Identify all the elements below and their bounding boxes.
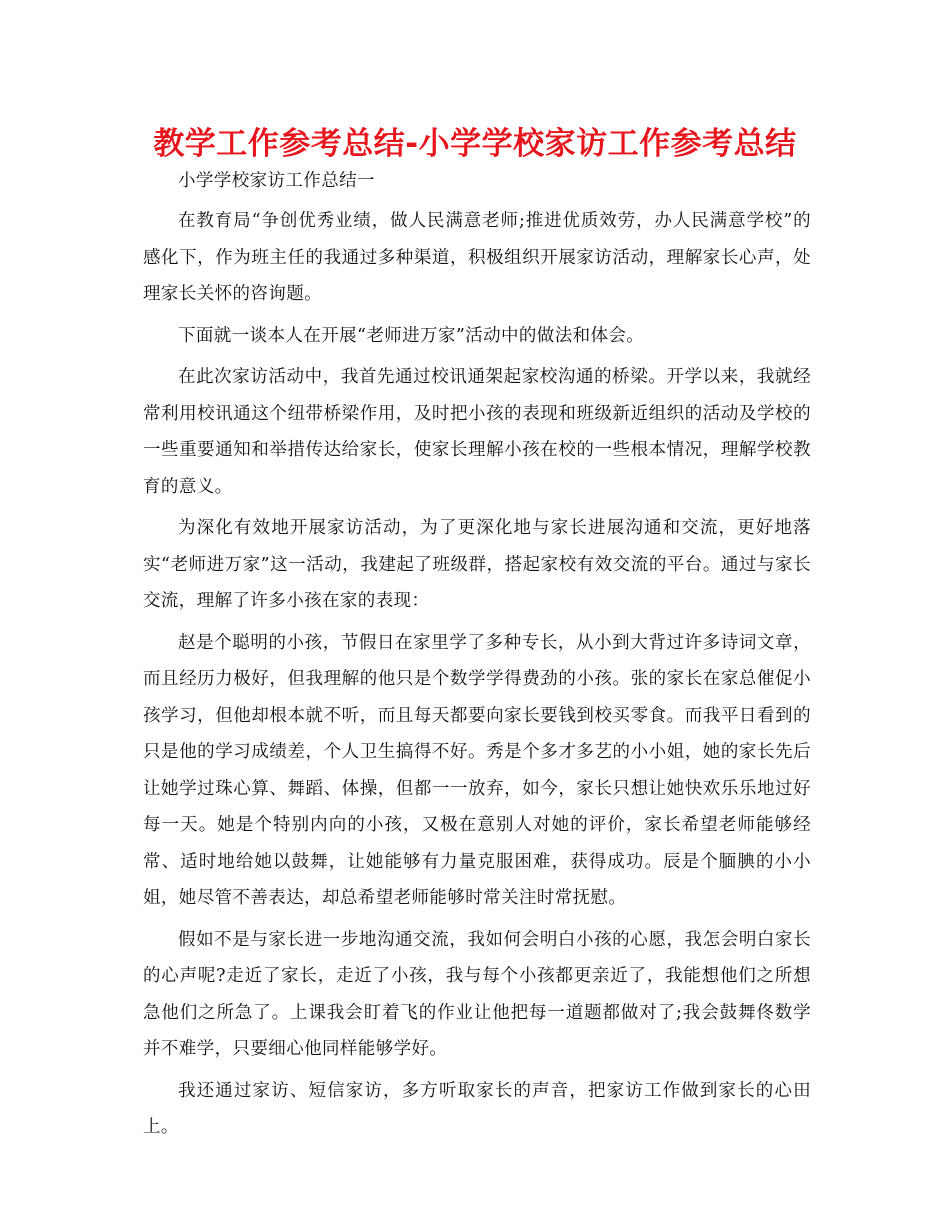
paragraph-4: 为深化有效地开展家访活动，为了更深化地与家长进展沟通和交流，更好地落实“老师进万家”这一活动，我建起了班级群，搭起家校有效交流的平台。通过与家长交流，理解了许多小孩在家的表现： [143, 518, 811, 611]
paragraph-5: 赵是个聪明的小孩，节假日在家里学了多种专长，从小到大背过许多诗词文章，而且经历力极好，但我理解的他只是个数学学得费劲的小孩。张的家长在家总催促小孩学习，但他却根本就不听，而且每天都要向家长要钱到校买零食。而我平日看到的只是他的学习成绩差，个人卫生搞得不好。秀是个多才多艺的小小姐，她的家长先后让她学过珠心算、舞蹈、体操，但都一一放弃，如今，家长只想让她快欢乐乐地过好每一天。她是个特别内向的小孩，又极在意别人对她的评价，家长希望老师能够经常、适时地给她以鼓舞，让她能够有力量克服困难，获得成功。辰是个腼腆的小小姐，她尽管不善表达，却总希望老师能够时常关注时常抚慰。 [143, 632, 811, 908]
paragraph-2: 下面就一谈本人在开展“老师进万家”活动中的做法和体会。 [178, 325, 645, 346]
paragraph-6: 假如不是与家长进一步地沟通交流，我如何会明白小孩的心愿，我怎会明白家长的心声呢?走近了家长，走近了小孩，我与每个小孩都更亲近了，我能想他们之所想急他们之所急了。上课我会盯着飞的作业让他把每一道题都做对了;我会鼓舞佟数学并不难学，只要细心他同样能够学好。 [143, 929, 811, 1059]
paragraph-3: 在此次家访活动中，我首先通过校讯通架起家校沟通的桥梁。开学以来，我就经常利用校讯通这个纽带桥梁作用，及时把小孩的表现和班级新近组织的活动及学校的一些重要通知和举措传达给家长，使家长理解小孩在校的一些根本情况，理解学校教育的意义。 [143, 367, 811, 497]
section-subheading: 小学学校家访工作总结一 [178, 171, 375, 191]
paragraph-7: 我还通过家访、短信家访，多方听取家长的声音，把家访工作做到家长的心田上。 [143, 1080, 811, 1137]
paragraph-1: 在教育局“争创优秀业绩，做人民满意老师;推进优质效劳，办人民满意学校”的感化下，作为班主任的我通过多种渠道，积极组织开展家访活动，理解家长心声，处理家长关怀的咨询题。 [143, 211, 811, 304]
document-body [143, 167, 811, 1151]
document-title: 教学工作参考总结-小学学校家访工作参考总结 [153, 126, 797, 162]
